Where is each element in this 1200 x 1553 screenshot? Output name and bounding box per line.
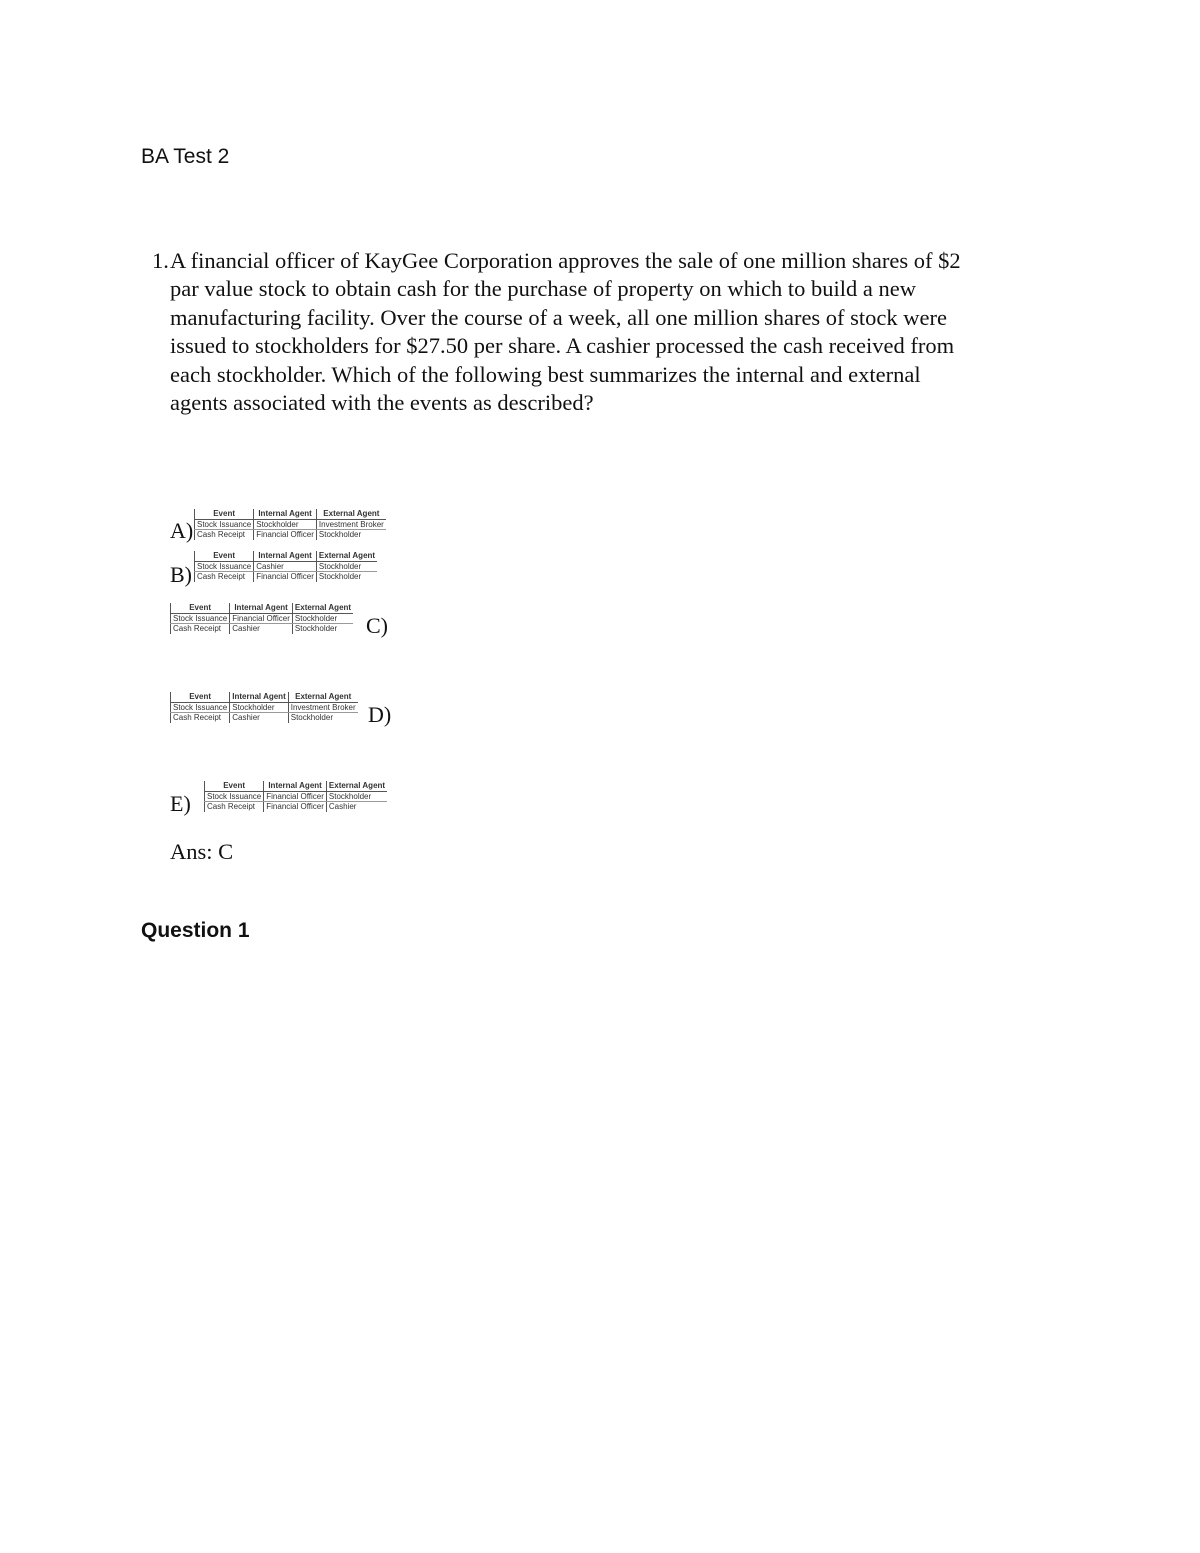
table-header: Internal Agent (230, 692, 288, 702)
table-header: Event (195, 551, 254, 561)
table-header: External Agent (326, 781, 387, 791)
table-cell: Stock Issuance (205, 791, 264, 802)
table-cell: Stock Issuance (195, 561, 254, 572)
table-cell: Investment Broker (316, 519, 385, 530)
table-cell: Stockholder (292, 613, 353, 624)
option-letter: E) (170, 791, 191, 816)
question-line: A financial officer of KayGee Corporation approves the sale of one million shares of $2 (170, 248, 961, 273)
option-letter: C) (366, 613, 388, 638)
answer-text: Ans: C (170, 839, 234, 864)
section-heading: Question 1 (141, 919, 250, 942)
table-cell: Stockholder (254, 519, 317, 530)
question-line: manufacturing facility. Over the course of a week, all one million shares of stock were (170, 304, 948, 330)
table-cell: Cash Receipt (171, 713, 230, 723)
option-table (204, 781, 387, 812)
table-header: Internal Agent (264, 781, 327, 791)
question-line: each stockholder. Which of the following best summarizes the internal and external (170, 361, 921, 387)
table-header: Event (171, 692, 230, 702)
table-cell: Stock Issuance (171, 702, 230, 713)
document-title: BA Test 2 (141, 145, 230, 168)
table-cell: Financial Officer (254, 530, 317, 540)
table-header: External Agent (292, 603, 353, 613)
table-cell: Cashier (230, 713, 288, 723)
table-cell: Stock Issuance (171, 613, 230, 624)
table-cell: Cash Receipt (171, 624, 230, 634)
question-1 (152, 247, 1052, 417)
question-line: par value stock to obtain cash for the purchase of property on which to build a new (170, 276, 917, 302)
table-header: Event (195, 509, 254, 519)
table-cell: Stockholder (316, 572, 377, 582)
table-header: Internal Agent (230, 603, 293, 613)
table-header: Event (171, 603, 230, 613)
table-cell: Stockholder (326, 791, 387, 802)
table-cell: Cash Receipt (205, 802, 264, 812)
table-cell: Financial Officer (264, 802, 327, 812)
table-cell: Investment Broker (288, 702, 357, 713)
table-cell: Stock Issuance (195, 519, 254, 530)
table-cell: Financial Officer (230, 613, 293, 624)
question-text (170, 247, 1052, 417)
table-cell: Cashier (230, 624, 293, 634)
table-cell: Stockholder (230, 702, 288, 713)
table-header: Event (205, 781, 264, 791)
table-cell: Cash Receipt (195, 530, 254, 540)
table-cell: Financial Officer (264, 791, 327, 802)
table-cell: Cashier (254, 561, 317, 572)
option-letter: B) (170, 562, 192, 587)
question-number: 1. (152, 248, 169, 273)
table-cell: Stockholder (288, 713, 357, 723)
table-header: External Agent (316, 509, 385, 519)
option-table (194, 551, 377, 582)
option-table (170, 603, 353, 634)
table-cell: Financial Officer (254, 572, 317, 582)
table-header: Internal Agent (254, 551, 317, 561)
table-cell: Stockholder (316, 530, 385, 540)
table-header: Internal Agent (254, 509, 317, 519)
option-table (194, 509, 386, 540)
table-cell: Cash Receipt (195, 572, 254, 582)
table-cell: Stockholder (292, 624, 353, 634)
table-cell: Stockholder (316, 561, 377, 572)
table-cell: Cashier (326, 802, 387, 812)
question-line: agents associated with the events as described? (170, 390, 594, 416)
option-letter: A) (170, 518, 194, 543)
question-line: issued to stockholders for $27.50 per share. A cashier processed the cash received from (170, 333, 955, 359)
table-header: External Agent (316, 551, 377, 561)
option-letter: D) (368, 702, 392, 727)
table-header: External Agent (288, 692, 357, 702)
option-table (170, 692, 358, 723)
